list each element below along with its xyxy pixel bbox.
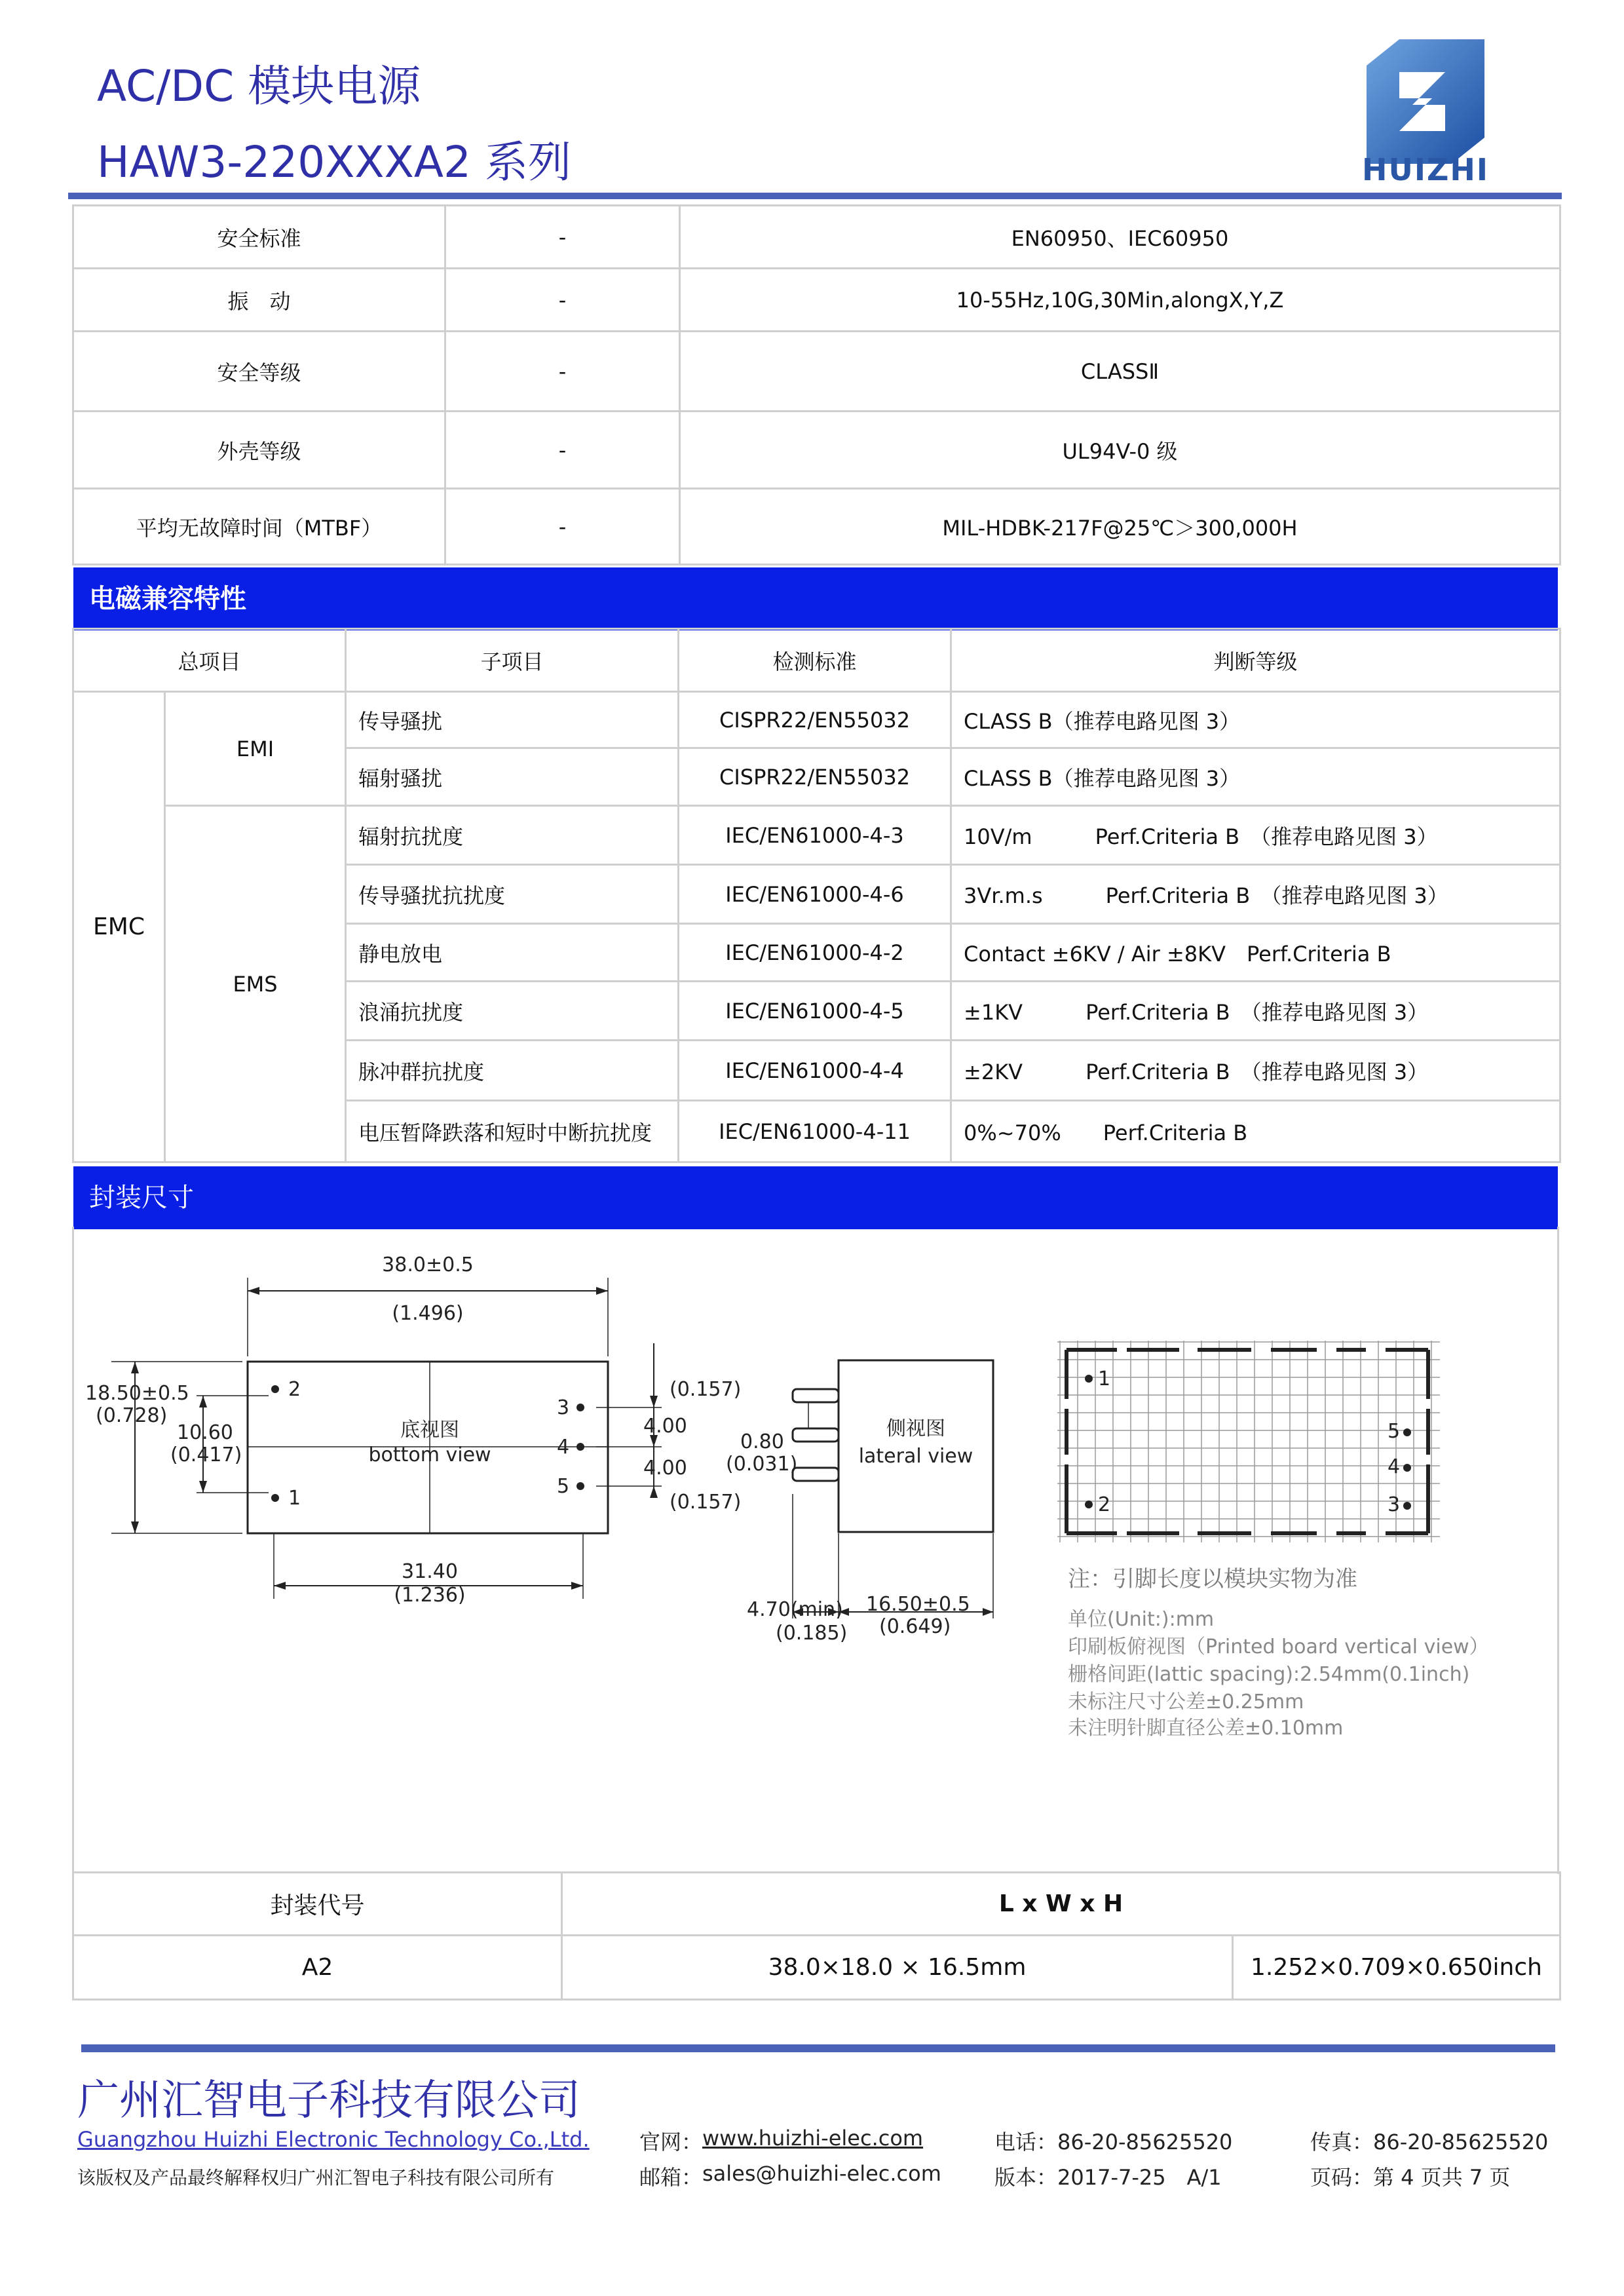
dims-header-code: 封装代号 (73, 1873, 562, 1936)
bv-width-mm: 38.0±0.5 (382, 1253, 474, 1276)
pcb-pin-3: 3 (1388, 1493, 1401, 1516)
spec-cond: - (445, 269, 680, 332)
mail-label: 邮箱： (639, 2165, 703, 2190)
sv-height-in: (0.649) (879, 1615, 951, 1638)
bv-pin-4: 4 (557, 1436, 570, 1459)
emc-level: ±2KV Perf.Criteria B （推荐电路见图 3） (951, 1041, 1560, 1101)
fax-text: 传真：86-20-85625520 (1310, 2130, 1549, 2154)
dims-code: A2 (73, 1936, 562, 2000)
table-row (73, 206, 1560, 269)
spec-cond: - (445, 489, 680, 565)
emc-std: IEC/EN61000-4-4 (679, 1041, 951, 1101)
section-band-emc: 电磁兼容特性 (73, 567, 1558, 630)
sv-height-mm: 16.50±0.5 (866, 1593, 970, 1616)
bv-pin-5: 5 (557, 1475, 570, 1498)
copyright-text: 该版权及产品最终解释权归广州汇智电子科技有限公司所有 (77, 2167, 555, 2189)
note-line: 未标注尺寸公差±0.25mm (1068, 1691, 1304, 1713)
spec-cond: - (445, 411, 680, 489)
spec-value: EN60950、IEC60950 (680, 206, 1560, 269)
bottom-view-drawing (72, 1245, 742, 1664)
ems-label: EMS (165, 806, 346, 1162)
emc-header: 子项目 (346, 629, 679, 692)
table-row (73, 1936, 1560, 2000)
emc-level: CLASS B（推荐电路见图 3） (951, 748, 1560, 806)
side-view-drawing (721, 1337, 1022, 1651)
spec-cond: - (445, 206, 680, 269)
note-line: 印刷板俯视图（Printed board vertical view） (1068, 1636, 1489, 1658)
table-row (73, 411, 1560, 489)
spec-table (72, 204, 1561, 565)
emc-sub: 浪涌抗扰度 (346, 982, 679, 1041)
emc-std: IEC/EN61000-4-5 (679, 982, 951, 1041)
bv-pin-3: 3 (557, 1396, 570, 1419)
sv-title-en: lateral view (858, 1445, 973, 1468)
sv-title-cn: 侧视图 (886, 1417, 945, 1440)
footer-rule (81, 2044, 1555, 2052)
pcb-grid-drawing (1055, 1337, 1461, 1573)
email-link[interactable]: sales@huizhi-elec.com (702, 2161, 941, 2186)
bv-pin-v-mm: 10.60 (177, 1421, 233, 1444)
spec-cond: - (445, 332, 680, 411)
emc-std: IEC/EN61000-4-2 (679, 924, 951, 982)
spec-item: 平均无故障时间（MTBF） (73, 489, 445, 565)
dims-inch: 1.252×0.709×0.650inch (1233, 1936, 1560, 2000)
bv-title-cn: 底视图 (400, 1419, 459, 1442)
package-dims-table (72, 1871, 1561, 2000)
emc-header: 检测标准 (679, 629, 951, 692)
emc-sub: 静电放电 (346, 924, 679, 982)
sv-pin-d-in: (0.031) (726, 1453, 798, 1476)
page-title-line1: AC/DC 模块电源 (97, 61, 421, 111)
emc-level: 3Vr.m.s Perf.Criteria B （推荐电路见图 3） (951, 865, 1560, 924)
spec-value: UL94V-0 级 (680, 411, 1560, 489)
pcb-pin-2: 2 (1098, 1493, 1111, 1516)
emc-std: IEC/EN61000-4-6 (679, 865, 951, 924)
spec-value: CLASSⅡ (680, 332, 1560, 411)
emc-level: CLASS B（推荐电路见图 3） (951, 692, 1560, 748)
emc-sub: 脉冲群抗扰度 (346, 1041, 679, 1101)
emc-sub: 辐射抗扰度 (346, 806, 679, 865)
spec-item: 振 动 (73, 269, 445, 332)
table-row (73, 489, 1560, 565)
sv-pin-len-mm: 4.70(min) (747, 1598, 843, 1621)
pcb-pin-4: 4 (1388, 1455, 1401, 1478)
emc-level: Contact ±6KV / Air ±8KV Perf.Criteria B (951, 924, 1560, 982)
note-line: 栅格间距(lattic spacing):2.54mm(0.1inch) (1068, 1663, 1470, 1686)
emc-std: CISPR22/EN55032 (679, 748, 951, 806)
phone-text: 电话：86-20-85625520 (994, 2130, 1233, 2154)
pcb-pin-1: 1 (1098, 1368, 1111, 1390)
logo-text: HUIZHI (1362, 152, 1489, 187)
header-rule (68, 193, 1562, 199)
page-title-line2: HAW3-220XXXA2 系列 (97, 137, 571, 187)
dims-header-lwh: L x W x H (562, 1873, 1560, 1936)
table-row (73, 806, 1560, 865)
note-line: 注：引脚长度以模块实物为准 (1068, 1566, 1357, 1592)
table-row (73, 1873, 1560, 1936)
bv-pitch2: 4.00 (643, 1457, 687, 1480)
bv-pitch1: 4.00 (643, 1415, 687, 1438)
spec-value: MIL-HDBK-217F@25℃＞300,000H (680, 489, 1560, 565)
emc-level: 0%~70% Perf.Criteria B (951, 1101, 1560, 1162)
emc-sub: 传导骚扰 (346, 692, 679, 748)
bv-width-in: (1.496) (392, 1302, 464, 1325)
emc-sub: 传导骚扰抗扰度 (346, 865, 679, 924)
section-band-package: 封装尺寸 (73, 1166, 1558, 1229)
table-row (73, 269, 1560, 332)
emi-label: EMI (165, 692, 346, 806)
emc-header: 总项目 (73, 629, 346, 692)
bv-pin-v-in: (0.417) (170, 1444, 242, 1466)
emc-table (72, 628, 1561, 1163)
emc-level: 10V/m Perf.Criteria B （推荐电路见图 3） (951, 806, 1560, 865)
emc-std: CISPR22/EN55032 (679, 692, 951, 748)
note-line: 未注明针脚直径公差±0.10mm (1068, 1717, 1344, 1740)
dims-mm: 38.0×18.0 × 16.5mm (562, 1936, 1233, 2000)
bv-pitch-top-in: (0.157) (670, 1378, 742, 1401)
emc-sub: 辐射骚扰 (346, 748, 679, 806)
spec-item: 安全标准 (73, 206, 445, 269)
bv-height-mm: 18.50±0.5 (85, 1382, 189, 1405)
bv-pin-2: 2 (288, 1378, 301, 1401)
table-row (73, 629, 1560, 692)
version-text: 版本：2017-7-25 A/1 (994, 2165, 1222, 2190)
sv-pin-d-mm: 0.80 (740, 1430, 784, 1453)
company-name-en[interactable]: Guangzhou Huizhi Electronic Technology Co.,Ltd. (77, 2127, 590, 2152)
bv-height-in: (0.728) (96, 1404, 168, 1427)
web-label: 官网： (639, 2130, 703, 2154)
bv-pin-h-mm: 31.40 (402, 1560, 458, 1583)
emc-std: IEC/EN61000-4-11 (679, 1101, 951, 1162)
spec-item: 外壳等级 (73, 411, 445, 489)
bv-pin-1: 1 (288, 1487, 301, 1510)
spec-value: 10-55Hz,10G,30Min,alongX,Y,Z (680, 269, 1560, 332)
emc-level: ±1KV Perf.Criteria B （推荐电路见图 3） (951, 982, 1560, 1041)
emc-sub: 电压暂降跌落和短时中断抗扰度 (346, 1101, 679, 1162)
spec-item: 安全等级 (73, 332, 445, 411)
company-name-cn: 广州汇智电子科技有限公司 (77, 2076, 580, 2125)
table-row (73, 692, 1560, 748)
bv-pin-h-in: (1.236) (394, 1584, 466, 1607)
emc-std: IEC/EN61000-4-3 (679, 806, 951, 865)
sv-pin-len-in: (0.185) (776, 1622, 848, 1645)
bv-pitch-bot-in: (0.157) (670, 1491, 742, 1514)
emc-group: EMC (73, 692, 165, 1162)
page-number-text: 页码：第 4 页共 7 页 (1310, 2165, 1511, 2190)
table-row (73, 332, 1560, 411)
emc-header: 判断等级 (951, 629, 1560, 692)
website-link[interactable]: www.huizhi-elec.com (702, 2126, 924, 2151)
pcb-pin-5: 5 (1388, 1420, 1401, 1443)
bv-title-en: bottom view (368, 1444, 491, 1466)
note-line: 单位(Unit:):mm (1068, 1608, 1215, 1631)
